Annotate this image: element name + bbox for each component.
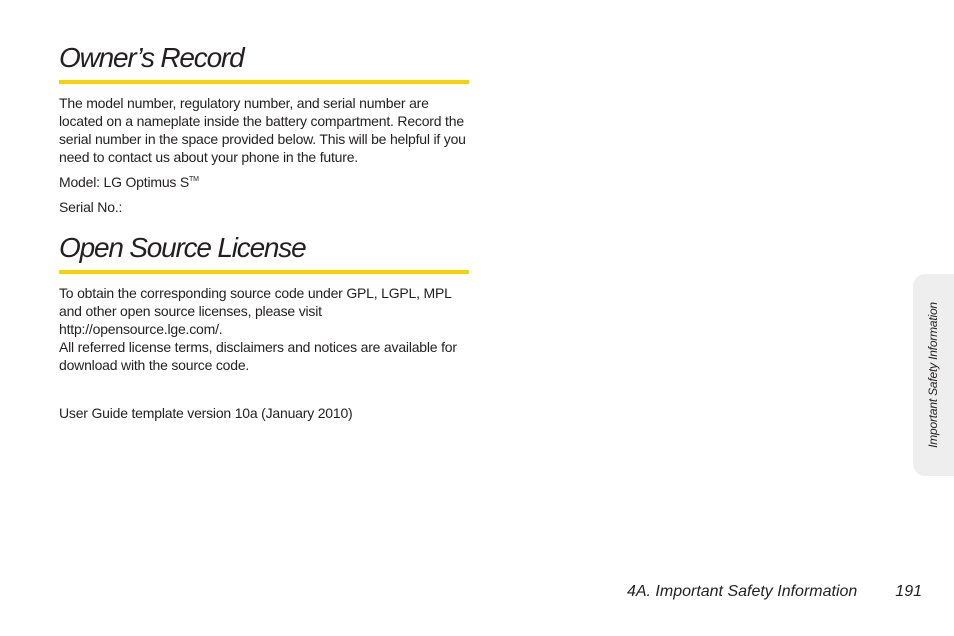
trademark-mark: TM [189,176,199,183]
open-source-divider [59,270,469,274]
page-footer [627,582,922,602]
side-section-tab [913,274,954,476]
side-tab-label: Important Safety Information [926,302,940,448]
owners-record-heading: Owner’s Record [59,42,244,73]
owners-record-paragraph: The model number, regulatory number, and serial number are located on a nameplate inside the battery compartment. Record the serial number in the space provided below. This will be helpful if you need to contact us about your phone in the future. [59,95,466,165]
model-line [59,173,471,191]
open-source-paragraph [59,284,471,374]
footer-section-title: 4A. Important Safety Information [626,583,858,600]
main-column [59,40,471,422]
owners-record-divider [59,80,469,84]
page-number: 191 [895,583,922,600]
model-label: Model: LG Optimus S [59,174,190,190]
serial-line: Serial No.: [59,199,123,215]
open-source-text-1: To obtain the corresponding source code under GPL, LGPL, MPL and other open source licenses, please visit http://opensource.lge.com/. [59,285,452,337]
open-source-heading: Open Source License [59,232,306,263]
version-note: User Guide template version 10a (January 2010) [59,405,353,421]
open-source-text-2: All referred license terms, disclaimers and notices are available for download with the source code. [59,339,457,373]
